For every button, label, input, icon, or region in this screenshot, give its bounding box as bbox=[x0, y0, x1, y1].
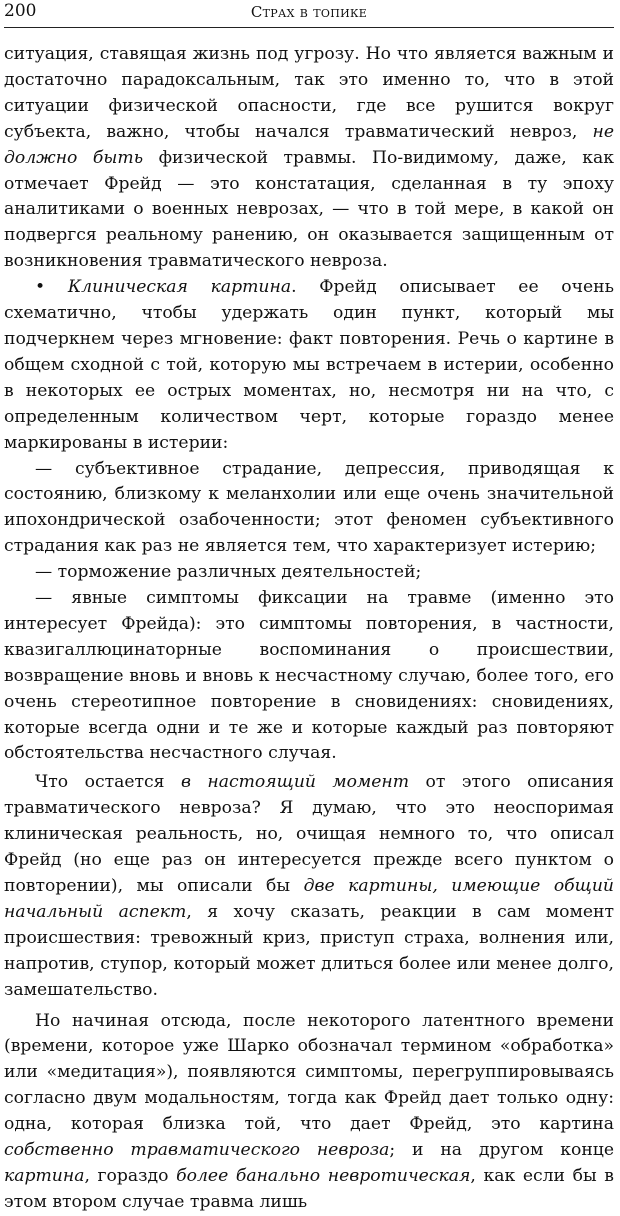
paragraph-2 bbox=[4, 275, 614, 456]
paragraph-text: , гораздо bbox=[84, 1165, 177, 1186]
paragraph-text: от этого описания травматического невроза? Я думаю, что это неоспоримая клиническая реальность, но, очищая немного то, что описал Фрейд (но еще раз он интересуется прежде всего пунктом о повторении), мы описали бы bbox=[4, 772, 615, 896]
paragraph-text: Что остается bbox=[35, 772, 181, 793]
paragraph-4 bbox=[4, 1009, 614, 1216]
emphasis-text: в настоящий момент bbox=[180, 772, 410, 793]
list-item-dash-1: — субъективное страдание, депрессия, приводящая к состоянию, близкому к меланхолии или еще очень значительной ипохондрической озабоченности; этот феномен субъективного страдания как раз не является тем, что характеризует истерию; bbox=[4, 458, 614, 557]
paragraph-text: . Фрейд описывает ее очень схематично, чтобы удержать один пункт, который мы подчеркнем через мгновение: факт повторения. Речь о картине в общем сходной с той, которую мы встречаем в истерии, особенно в некоторых ее острых моментах, но, несмотря ни на что, с определенным количеством черт, которые гораздо менее маркированы в истерии: bbox=[4, 277, 614, 453]
paragraph-1 bbox=[4, 42, 614, 275]
paragraph-text: ситуация, ставящая жизнь под угрозу. Но что является важным и достаточно парадоксальным, так это именно то, что в этой ситуации физической опасности, где все рушится вокруг субъекта, важно, чтобы начался травматический невроз, bbox=[4, 44, 614, 142]
bullet-marker: • bbox=[35, 277, 68, 298]
emphasis-text: не должно быть bbox=[4, 121, 614, 168]
emphasis-text: более банально невротическая bbox=[176, 1165, 471, 1186]
paragraph-text: ; и на другом конце bbox=[389, 1140, 615, 1161]
running-head bbox=[4, 0, 614, 28]
emphasis-text: картина bbox=[4, 1165, 85, 1186]
paragraph-text: Но начиная отсюда, после некоторого латентного времени (времени, которое уже Шарко обозначал термином «обработка» или «медитация»), появляются симптомы, перегруппировываясь согласно двум модальностям, тогда как Фрейд дает только одну: одна, которая близка той, что дает Фрейд, это картина bbox=[4, 1010, 614, 1135]
running-title: Страх в топике bbox=[250, 3, 368, 21]
paragraph-text: физической травмы. По-видимому, даже, как отмечает Фрейд — это констатация, сделанная в ту эпоху аналитиками о военных неврозах, — что в той мере, в какой он подвергся реальному ранению, он оказывается защищенным от возникновения травматического невроза. bbox=[4, 147, 615, 272]
paragraph-text: , как если бы в этом втором случае травма лишь bbox=[4, 1165, 614, 1212]
emphasis-text: собственно травматического невроза bbox=[4, 1140, 390, 1161]
list-item-dash-3: — явные симптомы фиксации на травме (именно это интересует Фрейда): это симптомы повторения, в частности, квазигаллюцинаторные воспоминания о происшествии, возвращение вновь и вновь к несчастному случаю, более того, его очень стереотипное повторение в сновидениях: сновидениях, которые всегда одни и те же и которые каждый раз повторяют обстоятельства несчастного случая. bbox=[4, 588, 614, 764]
paragraph-text: , я хочу сказать, реакции в сам момент происшествия: тревожный криз, приступ страха, волнения или, напротив, ступор, который может длиться более или менее долго, замешательство. bbox=[4, 901, 614, 1000]
list-item-dash-2: — торможение различных деятельностей; bbox=[35, 562, 422, 583]
body-text bbox=[4, 28, 614, 1216]
emphasis-text: Клиническая картина bbox=[67, 277, 292, 298]
paragraph-3 bbox=[4, 770, 614, 1003]
page-number: 200 bbox=[4, 1, 37, 21]
emphasis-text: две картины, имеющие общий начальный аспект bbox=[4, 876, 614, 922]
